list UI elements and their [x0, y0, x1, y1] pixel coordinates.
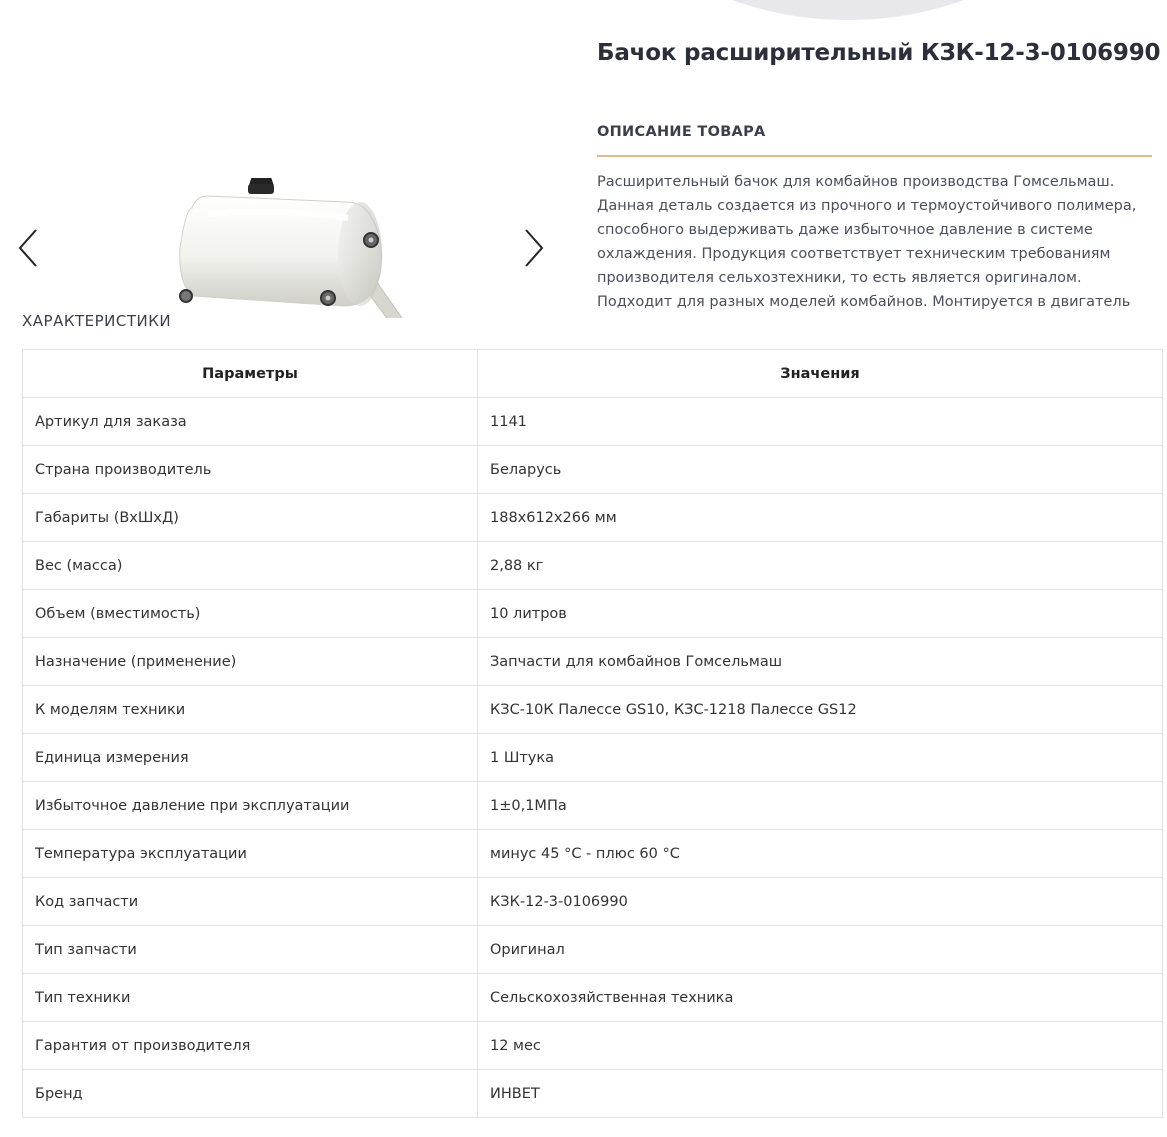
table-row: [23, 830, 1163, 878]
table-row: [23, 494, 1163, 542]
value-cell: минус 45 °С - плюс 60 °С: [478, 830, 1163, 878]
table-row: [23, 590, 1163, 638]
value-cell: КЗК-12-3-0106990: [478, 878, 1163, 926]
chevron-left-icon: [14, 226, 44, 270]
value-cell: 1 Штука: [478, 734, 1163, 782]
value-cell: Сельскохозяйственная техника: [478, 974, 1163, 1022]
param-cell: Артикул для заказа: [23, 398, 478, 446]
description-heading: ОПИСАНИЕ ТОВАРА: [597, 124, 766, 140]
product-title: Бачок расширительный КЗК-12-3-0106990: [597, 40, 1161, 66]
param-cell: Код запчасти: [23, 878, 478, 926]
description-divider: [597, 155, 1152, 157]
value-cell: 188х612х266 мм: [478, 494, 1163, 542]
chevron-right-icon: [518, 226, 548, 270]
param-cell: Бренд: [23, 1070, 478, 1118]
param-cell: Тип техники: [23, 974, 478, 1022]
table-header-row: [23, 350, 1163, 398]
description-text: Расширительный бачок для комбайнов производства Гомсельмаш. Данная деталь создается из прочного и термоустойчивого полимера, способного выдерживать даже избыточное давление в системе охлаждения. Продукция соответствует техническим требованиям производителя сельхозтехники, то есть является оригиналом. Подходит для разных моделей комбайнов. Монтируется в двигатель: [597, 174, 1137, 310]
value-cell: КЗС-10К Палессе GS10, КЗС-1218 Палессе GS12: [478, 686, 1163, 734]
table-row: [23, 782, 1163, 830]
table-row: [23, 1022, 1163, 1070]
table-row: [23, 446, 1163, 494]
characteristics-table: [22, 349, 1163, 1118]
param-cell: Температура эксплуатации: [23, 830, 478, 878]
param-cell: Единица измерения: [23, 734, 478, 782]
table-row: [23, 974, 1163, 1022]
param-cell: Избыточное давление при эксплуатации: [23, 782, 478, 830]
decorative-circle: [588, 0, 1108, 20]
param-cell: Гарантия от производителя: [23, 1022, 478, 1070]
param-cell: Страна производитель: [23, 446, 478, 494]
product-image[interactable]: [168, 178, 408, 318]
value-cell: Беларусь: [478, 446, 1163, 494]
value-cell: 12 мес: [478, 1022, 1163, 1070]
product-gallery: [0, 140, 570, 340]
value-cell: ИНВЕТ: [478, 1070, 1163, 1118]
table-row: [23, 638, 1163, 686]
table-row: [23, 1070, 1163, 1118]
table-row: [23, 734, 1163, 782]
column-header-values: Значения: [478, 350, 1163, 398]
table-row: [23, 926, 1163, 974]
param-cell: Тип запчасти: [23, 926, 478, 974]
value-cell: 10 литров: [478, 590, 1163, 638]
table-row: [23, 398, 1163, 446]
value-cell: Запчасти для комбайнов Гомсельмаш: [478, 638, 1163, 686]
param-cell: Объем (вместимость): [23, 590, 478, 638]
param-cell: Вес (масса): [23, 542, 478, 590]
value-cell: 1141: [478, 398, 1163, 446]
value-cell: 2,88 кг: [478, 542, 1163, 590]
param-cell: К моделям техники: [23, 686, 478, 734]
param-cell: Назначение (применение): [23, 638, 478, 686]
value-cell: 1±0,1МПа: [478, 782, 1163, 830]
column-header-params: Параметры: [23, 350, 478, 398]
value-cell: Оригинал: [478, 926, 1163, 974]
table-row: [23, 686, 1163, 734]
characteristics-heading: ХАРАКТЕРИСТИКИ: [22, 312, 172, 330]
gallery-next-button[interactable]: [518, 226, 548, 270]
param-cell: Габариты (ВхШхД): [23, 494, 478, 542]
table-row: [23, 878, 1163, 926]
table-row: [23, 542, 1163, 590]
gallery-prev-button[interactable]: [14, 226, 44, 270]
